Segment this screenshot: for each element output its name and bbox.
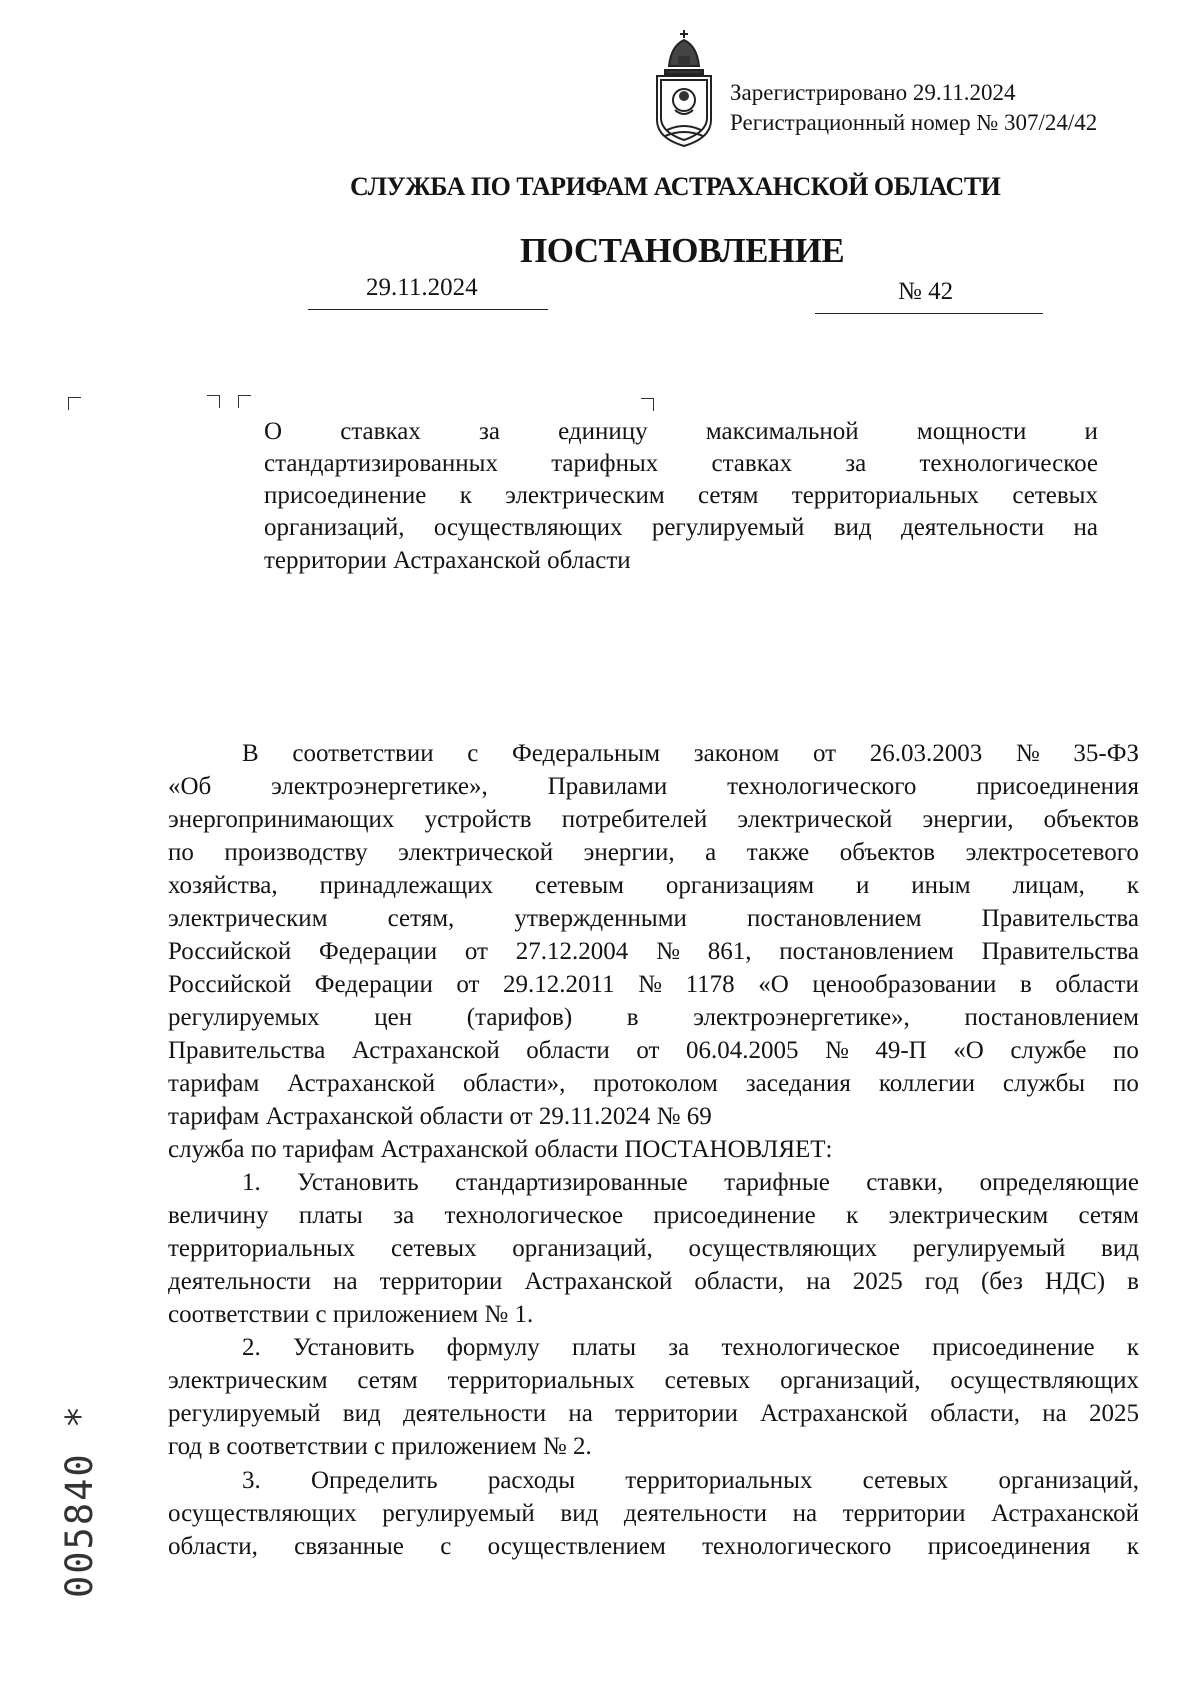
body-line: хозяйства, принадлежащих сетевым организациям и иным лицам, к [168, 872, 1139, 899]
clause-line: 2. Установить формулу платы за технологическое присоединение к [242, 1334, 1139, 1361]
body-line: электрическим сетям, утвержденными постановлением Правительства [168, 905, 1139, 932]
clause-line: области, связанные с осуществлением технологического присоединения к [168, 1533, 1139, 1560]
number-underline [815, 313, 1043, 314]
clause-line: соответствии с приложением № 1. [168, 1301, 534, 1328]
body-line: «Об электроэнергетике», Правилами технологического присоединения [168, 773, 1139, 800]
body-line: Российской Федерации от 29.12.2011 № 1178 «О ценообразовании в области [168, 971, 1139, 998]
resolution-line: служба по тарифам Астраханской области ПОСТАНОВЛЯЕТ: [168, 1136, 833, 1163]
clause-line: территориальных сетевых организаций, осуществляющих регулируемый вид [168, 1235, 1139, 1262]
body-line: тарифам Астраханской области», протоколом заседания коллегии службы по [168, 1070, 1139, 1097]
clause-line: регулируемый вид деятельности на территории Астраханской области, на 2025 [168, 1400, 1139, 1427]
title-line: территории Астраханской области [264, 547, 631, 574]
corner-mark [238, 395, 251, 408]
corner-mark [641, 398, 654, 411]
margin-stamp-text: 005840 * [58, 1403, 101, 1598]
corner-mark [207, 395, 220, 408]
body-line: по производству электрической энергии, а также объектов электросетевого [168, 839, 1139, 866]
title-line: О ставках за единицу максимальной мощности и [264, 418, 1098, 445]
coat-of-arms-icon [649, 26, 719, 150]
date-underline [308, 309, 548, 310]
title-line: присоединение к электрическим сетям территориальных сетевых [264, 482, 1098, 509]
clause-line: осуществляющих регулируемый вид деятельности на территории Астраханской [168, 1500, 1139, 1527]
body-line: В соответствии с Федеральным законом от 26.03.2003 № 35-ФЗ [242, 740, 1139, 767]
margin-stamp [30, 1403, 101, 1600]
title-line: стандартизированных тарифных ставках за технологическое [264, 450, 1098, 477]
clause-line: 3. Определить расходы территориальных сетевых организаций, [242, 1467, 1139, 1494]
clause-line: 1. Установить стандартизированные тарифные ставки, определяющие [242, 1169, 1139, 1196]
registration-date: Зарегистрировано 29.11.2024 [730, 80, 1016, 105]
body-line: Российской Федерации от 27.12.2004 № 861, постановлением Правительства [168, 938, 1139, 965]
agency-name: СЛУЖБА ПО ТАРИФАМ АСТРАХАНСКОЙ ОБЛАСТИ [350, 172, 1001, 201]
body-line: регулируемых цен (тарифов) в электроэнергетике», постановлением [168, 1004, 1139, 1031]
body-line: Правительства Астраханской области от 06.04.2005 № 49-П «О службе по [168, 1037, 1139, 1064]
title-line: организаций, осуществляющих регулируемый вид деятельности на [264, 514, 1098, 541]
clause-line: деятельности на территории Астраханской области, на 2025 год (без НДС) в [168, 1268, 1139, 1295]
document-type: ПОСТАНОВЛЕНИЕ [520, 231, 845, 270]
document-date: 29.11.2024 [366, 274, 478, 301]
clause-line: год в соответствии с приложением № 2. [168, 1433, 592, 1460]
clause-line: величину платы за технологическое присоединение к электрическим сетям [168, 1202, 1139, 1229]
body-line: тарифам Астраханской области от 29.11.2024 № 69 [168, 1103, 712, 1130]
registration-number: Регистрационный номер № 307/24/42 [730, 110, 1098, 135]
clause-line: электрическим сетям территориальных сетевых организаций, осуществляющих [168, 1367, 1139, 1394]
document-number: № 42 [898, 278, 954, 305]
corner-mark [68, 397, 81, 410]
body-line: энергопринимающих устройств потребителей электрической энергии, объектов [168, 806, 1139, 833]
